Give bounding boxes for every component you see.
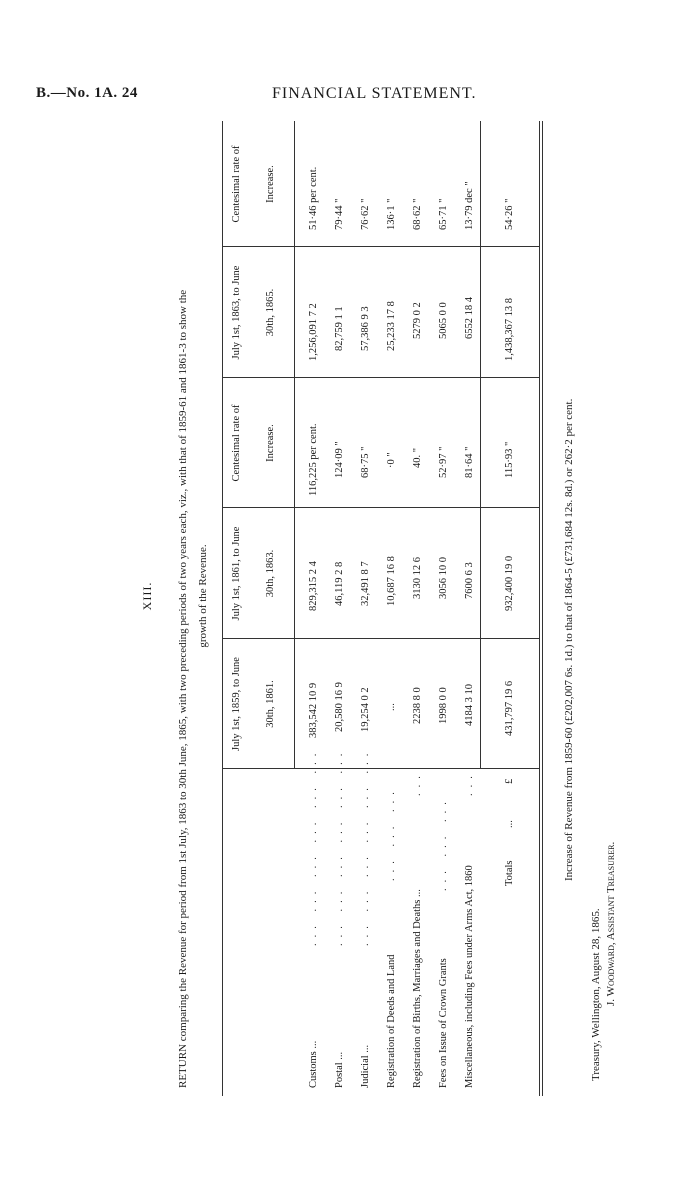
cell-1863-65: 82,759 1 1 xyxy=(334,306,345,351)
cell-1863-65: 6552 18 4 xyxy=(464,297,475,339)
col-header-rate-2: Centesimal rate of Increase. xyxy=(231,145,276,223)
cell-1859-61: 20,580 16 9 xyxy=(334,682,345,732)
cell-rate-2: 68·62 " xyxy=(412,198,423,230)
col-header-rate-1: Centesimal rate of Increase. xyxy=(231,404,276,482)
cell-1861-63: 3130 12 6 xyxy=(412,557,423,599)
row-leader-dots: ... ... ... ... ... ... xyxy=(334,747,345,946)
cell-1863-65: 25,233 17 8 xyxy=(386,301,397,351)
total-1859-61: 431,797 19 6 xyxy=(504,680,515,736)
section-number: XIII. xyxy=(140,581,154,611)
table-subtotal-rule xyxy=(480,121,481,769)
cell-1863-65: 1,256,091 7 2 xyxy=(308,303,319,361)
row-label: Miscellaneous, including Fees under Arms Act, 1860 xyxy=(464,865,475,1088)
currency-symbol: £ xyxy=(504,778,515,784)
totals-leader-dots: ... xyxy=(504,820,515,828)
cell-1859-61: 19,254 0 2 xyxy=(360,687,371,732)
cell-1861-63: 10,687 16 8 xyxy=(386,556,397,606)
rotated-document-body xyxy=(0,96,700,1096)
table-bottom-rule-double xyxy=(542,121,543,1096)
cell-rate-2: 65·71 " xyxy=(438,198,449,230)
cell-1863-65: 5065 0 0 xyxy=(438,302,449,339)
cell-1863-65: 5279 0 2 xyxy=(412,302,423,339)
total-rate-2: 54·26 " xyxy=(504,198,515,230)
cell-rate-2: 51·46 per cent. xyxy=(308,166,319,230)
total-1863-65: 1,438,367 13 8 xyxy=(504,298,515,361)
row-leader-dots: ... xyxy=(464,770,475,796)
page-header-title: FINANCIAL STATEMENT. xyxy=(272,85,477,102)
row-label: Registration of Births, Marriages and Deaths ... xyxy=(412,889,423,1088)
row-leader-dots: ... ... ... xyxy=(438,796,449,891)
cell-rate-2: 79·44 " xyxy=(334,198,345,230)
row-leader-dots: ... ... ... ... ... ... xyxy=(360,747,371,946)
row-label: Customs ... xyxy=(308,1040,319,1088)
section-description: RETURN comparing the Revenue for period from 1st July, 1863 to 30th June, 1865, with two preceding periods of two years each, viz., with that of 1859-61 and 1861-3 to show the xyxy=(177,289,189,1088)
total-rate-1: 115·93 " xyxy=(504,441,515,478)
signature: J. Woodward, Assistant Treasurer. xyxy=(605,841,617,1006)
cell-1861-63: 829,315 2 4 xyxy=(308,561,319,611)
table-top-rule xyxy=(222,121,223,1096)
cell-rate-2: 76·62 " xyxy=(360,198,371,230)
row-leader-dots: ... ... ... ... ... ... xyxy=(308,747,319,946)
cell-1859-61: 4184 3 10 xyxy=(464,684,475,726)
cell-1861-63: 7600 6 3 xyxy=(464,562,475,599)
page-header-left: B.—No. 1A. 24 xyxy=(36,85,138,101)
row-leader-dots: ... xyxy=(412,770,423,796)
col-header-1863-65: July 1st, 1863, to June 30th, 1865. xyxy=(231,265,276,360)
row-label: Postal ... xyxy=(334,1051,345,1088)
cell-1861-63: 3056 10 0 xyxy=(438,557,449,599)
col-header-1861-63: July 1st, 1861, to June 30th, 1863. xyxy=(231,526,276,621)
cell-1861-63: 46,119 2 8 xyxy=(334,561,345,606)
cell-1861-63: 32,491 8 7 xyxy=(360,561,371,606)
col-header-1859-61: July 1st, 1859, to June 30th, 1861. xyxy=(231,657,276,751)
cell-rate-1: 81·64 " xyxy=(464,446,475,478)
revenue-table xyxy=(222,121,540,1096)
cell-rate-1: ·0 " xyxy=(386,452,397,468)
row-label: Judicial ... xyxy=(360,1044,371,1088)
cell-rate-1: 40. " xyxy=(412,447,423,468)
cell-rate-1: 124·09 " xyxy=(334,441,345,478)
cell-1859-61: 2238 8 0 xyxy=(412,687,423,724)
row-leader-dots: ... ... ... xyxy=(386,786,397,881)
cell-1859-61: 1998 0 0 xyxy=(438,687,449,724)
section-description-continued: growth of the Revenue. xyxy=(197,544,209,648)
increase-note: Increase of Revenue from 1859-60 (£202,007 6s. 1d.) to that of 1864-5 (£731,684 12s. 8d.) or 262·2 per cent. xyxy=(563,398,575,881)
cell-1863-65: 57,386 9 3 xyxy=(360,306,371,351)
row-label: Registration of Deeds and Land xyxy=(386,954,397,1088)
totals-label: Totals xyxy=(504,860,515,886)
table-bottom-rule xyxy=(539,121,540,1096)
total-1861-63: 932,400 19 0 xyxy=(504,555,515,611)
cell-rate-2: 13·79 dec " xyxy=(464,181,475,230)
cell-rate-1: 68·75 " xyxy=(360,446,371,478)
cell-rate-2: 136·1 " xyxy=(386,198,397,230)
cell-rate-1: 116,225 per cent. xyxy=(308,423,319,496)
row-label: Fees on Issue of Crown Grants xyxy=(438,958,449,1088)
cell-1859-61: ... xyxy=(386,703,397,711)
cell-rate-1: 52·97 " xyxy=(438,446,449,478)
cell-1859-61: 383,542 10 9 xyxy=(308,682,319,738)
treasury-date: Treasury, Wellington, August 28, 1865. xyxy=(590,908,602,1081)
table-header-rule xyxy=(294,121,295,769)
